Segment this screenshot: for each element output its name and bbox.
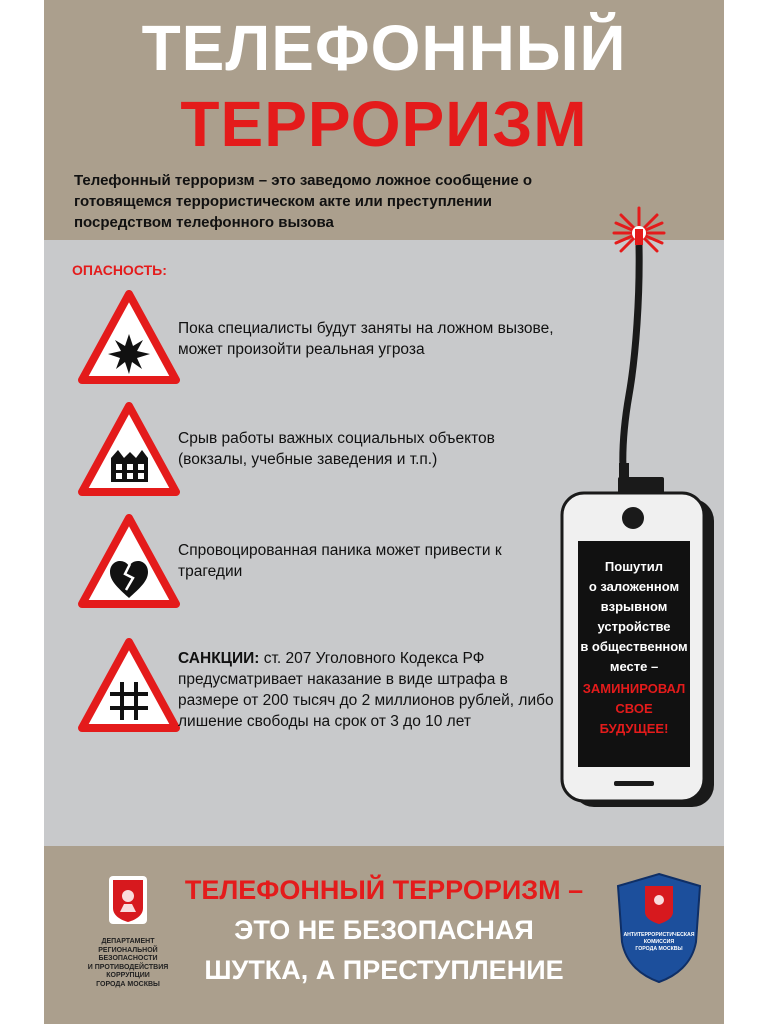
phone-message-accent: СВОЕ bbox=[615, 701, 653, 716]
commission-caption-line: КОМИССИЯ bbox=[643, 939, 675, 945]
poster bbox=[44, 0, 724, 1024]
sanctions-body: ст. 207 Уголовного Кодекса РФ предусматривает наказание в виде штрафа в размере от 200 тысяч до 2 миллионов рублей, либо лишение свободы на срок от 3 до 10 лет bbox=[178, 650, 554, 730]
danger-item-text: Пока специалисты будут заняты на ложном вызове, может произойти реальная угроза bbox=[178, 320, 554, 358]
commission-caption-line: ГОРОДА МОСКВЫ bbox=[635, 946, 683, 952]
broken-heart-icon bbox=[78, 514, 180, 608]
danger-item-text: Срыв работы важных социальных объектов (вокзалы, учебные заведения и т.п.) bbox=[178, 430, 495, 468]
definition-term: Телефонный терроризм bbox=[74, 172, 255, 189]
title-line-2: ТЕРРОРИЗМ bbox=[180, 88, 588, 160]
phone-message-accent: ЗАМИНИРОВАЛ bbox=[582, 681, 686, 696]
hash-icon bbox=[78, 638, 180, 732]
slogan-line-2: ЭТО НЕ БЕЗОПАСНАЯ bbox=[234, 915, 534, 945]
footer-band bbox=[44, 846, 724, 1024]
danger-heading: ОПАСНОСТЬ: bbox=[72, 262, 167, 278]
commission-shield-logo bbox=[616, 872, 702, 984]
dept-caption: ДЕПАРТАМЕНТ РЕГИОНАЛЬНОЙ БЕЗОПАСНОСТИ И ПРОТИВОДЕЙСТВИЯ КОРРУПЦИИ ГОРОДА МОСКВЫ bbox=[87, 938, 169, 988]
sanctions-label: САНКЦИИ: bbox=[178, 650, 260, 667]
phone-message-line: о заложенном bbox=[588, 579, 680, 594]
phone-illustration bbox=[514, 195, 714, 815]
phone-message-accent: БУДУЩЕЕ! bbox=[599, 721, 669, 736]
phone-message-line: в общественном bbox=[580, 639, 688, 654]
phone-message-line: взрывном bbox=[600, 599, 668, 614]
definition-body: – это заведомо ложное сообщение о готовящемся террористическом акте или преступлении посредством телефонного вызова bbox=[74, 172, 533, 231]
title-line-1: ТЕЛЕФОННЫЙ bbox=[141, 12, 627, 84]
sanctions-text bbox=[178, 648, 568, 732]
moscow-coat-of-arms-logo bbox=[76, 872, 180, 936]
slogan bbox=[174, 870, 594, 990]
slogan-line-3: ШУТКА, А ПРЕСТУПЛЕНИЕ bbox=[204, 955, 564, 985]
phone-message-line: месте – bbox=[609, 659, 659, 674]
explosion-icon bbox=[78, 290, 180, 384]
commission-caption-line: АНТИТЕРРОРИСТИЧЕСКАЯ bbox=[623, 932, 695, 938]
building-icon bbox=[78, 402, 180, 496]
slogan-line-1: ТЕЛЕФОННЫЙ ТЕРРОРИЗМ – bbox=[184, 875, 584, 905]
phone-message-line: Пошутил bbox=[604, 559, 664, 574]
phone-message-line: устройстве bbox=[597, 619, 671, 634]
danger-item-text: Спровоцированная паника может привести к трагедии bbox=[178, 542, 502, 580]
